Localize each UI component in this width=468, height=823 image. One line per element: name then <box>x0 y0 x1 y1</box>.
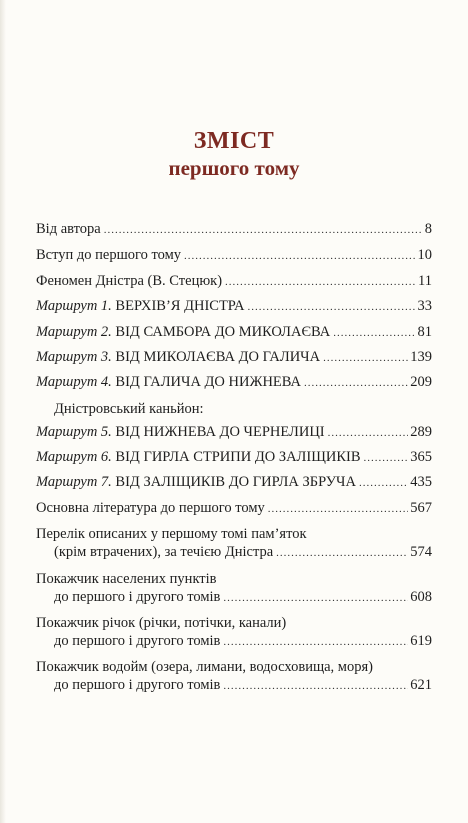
toc-page-number: 139 <box>410 349 432 365</box>
toc-page-number: 81 <box>417 324 432 340</box>
route-prefix: Маршрут 7. <box>36 474 112 490</box>
leader-dots <box>328 424 409 442</box>
toc-entry-title: Покажчик населених пунктів <box>36 571 217 587</box>
toc-entry-multiline[interactable] <box>36 570 432 607</box>
toc-page-number: 8 <box>424 221 432 237</box>
leader-dots <box>323 349 408 367</box>
toc-entry-title: Покажчик водойм (озера, лимани, водосховища, моря) <box>36 659 373 675</box>
toc-entry-title: Від автора <box>36 221 101 237</box>
page-edge-shadow <box>0 0 6 823</box>
toc-entry[interactable] <box>36 348 432 367</box>
toc-entry[interactable] <box>36 448 432 467</box>
toc-page-number: 10 <box>417 247 432 263</box>
toc-entry-subtitle: до першого і другого томів <box>54 589 221 605</box>
toc-page-number: 574 <box>410 544 432 560</box>
route-prefix: Маршрут 5. <box>36 424 112 440</box>
page-title: ЗМІСТ <box>193 128 275 154</box>
leader-dots <box>223 633 408 651</box>
section-label: Дністровський каньйон: <box>54 401 204 417</box>
toc-entry-title: ВІД САМБОРА ДО МИКОЛАЄВА <box>115 324 331 340</box>
toc-page-number: 608 <box>410 589 432 605</box>
toc-page-number: 365 <box>410 449 432 465</box>
toc-entry[interactable] <box>36 373 432 392</box>
route-prefix: Маршрут 4. <box>36 374 112 390</box>
route-prefix: Маршрут 6. <box>36 449 112 465</box>
toc-entry[interactable] <box>36 297 432 316</box>
toc-entry[interactable] <box>36 323 432 342</box>
toc-entry-title: ВІД ЗАЛІЩИКІВ ДО ГИРЛА ЗБРУЧА <box>115 474 356 490</box>
toc-entry-subtitle: (крім втрачених), за течією Дністра <box>54 544 274 560</box>
leader-dots <box>364 449 409 467</box>
toc-entry[interactable] <box>36 220 432 239</box>
toc-page-number: 567 <box>410 500 432 516</box>
leader-dots <box>276 544 408 562</box>
leader-dots <box>184 247 415 265</box>
toc-entry-title: ВЕРХІВ’Я ДНІСТРА <box>115 298 245 314</box>
leader-dots <box>104 221 423 239</box>
toc-entry-title: Основна література до першого тому <box>36 500 265 516</box>
leader-dots <box>304 374 408 392</box>
leader-dots <box>225 273 416 291</box>
leader-dots <box>248 298 416 316</box>
toc-entry[interactable] <box>36 246 432 265</box>
leader-dots <box>333 324 415 342</box>
route-prefix: Маршрут 2. <box>36 324 112 340</box>
toc-entry-multiline[interactable] <box>36 614 432 651</box>
leader-dots <box>223 677 408 695</box>
toc-entry-multiline[interactable] <box>36 525 432 562</box>
toc-page-number: 209 <box>410 374 432 390</box>
toc-entry-title: ВІД НИЖНЕВА ДО ЧЕРНЕЛИЦІ <box>115 424 325 440</box>
toc-page-number: 621 <box>410 677 432 693</box>
toc-entry-title: Перелік описаних у першому томі пам’яток <box>36 526 307 542</box>
toc-entry-subtitle: до першого і другого томів <box>54 633 221 649</box>
toc-entry-subtitle: до першого і другого томів <box>54 677 221 693</box>
toc-entry-title: ВІД ГАЛИЧА ДО НИЖНЕВА <box>115 374 302 390</box>
route-prefix: Маршрут 1. <box>36 298 112 314</box>
toc-entry[interactable] <box>36 272 432 291</box>
toc-entry[interactable] <box>36 499 432 518</box>
toc-entry[interactable] <box>36 473 432 492</box>
toc-page-number: 619 <box>410 633 432 649</box>
toc-page-number: 435 <box>410 474 432 490</box>
toc-entry-title: ВІД МИКОЛАЄВА ДО ГАЛИЧА <box>115 349 321 365</box>
toc-entry-title: Феномен Дністра (В. Стецюк) <box>36 273 223 289</box>
leader-dots <box>223 589 408 607</box>
leader-dots <box>268 500 408 518</box>
toc-page-number: 289 <box>410 424 432 440</box>
page-subtitle: першого тому <box>168 156 300 180</box>
toc-entry-title: Вступ до першого тому <box>36 247 182 263</box>
toc-entry-multiline[interactable] <box>36 658 432 695</box>
toc-page-number: 11 <box>418 273 432 289</box>
toc-entry-title: ВІД ГИРЛА СТРИПИ ДО ЗАЛІЩИКІВ <box>115 449 361 465</box>
toc-page-number: 33 <box>417 298 432 314</box>
route-prefix: Маршрут 3. <box>36 349 112 365</box>
toc-entry[interactable] <box>36 423 432 442</box>
leader-dots <box>359 474 408 492</box>
toc-entry-title: Покажчик річок (річки, потічки, канали) <box>36 615 287 631</box>
